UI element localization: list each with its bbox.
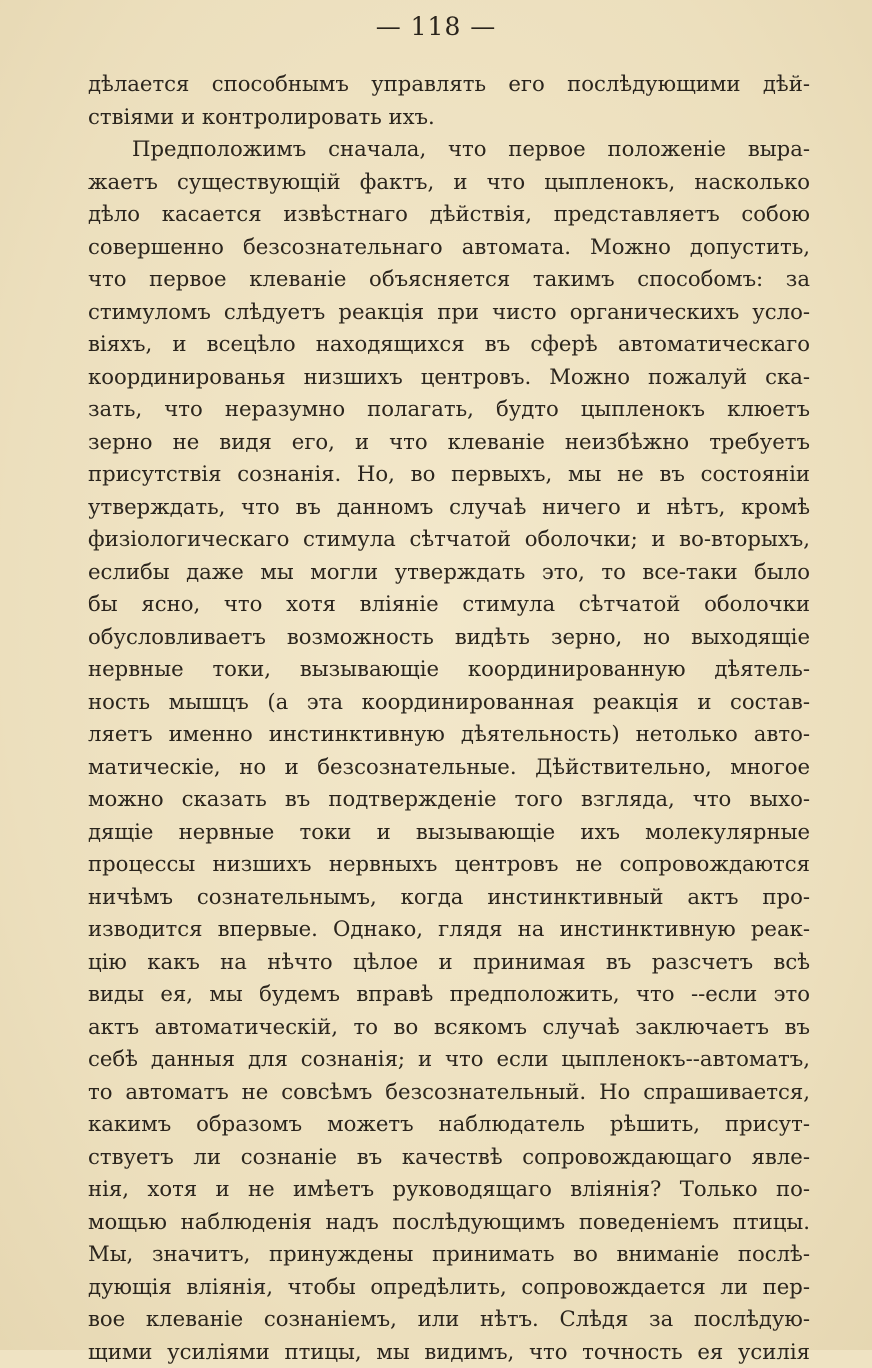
text-line: мощью наблюденія надъ послѣдующимъ поведеніемъ птицы. <box>88 1206 810 1239</box>
text-line: щими усиліями птицы, мы видимъ, что точность ея усилія <box>88 1336 810 1368</box>
text-line: можно сказать въ подтвержденіе того взгляда, что выхо- <box>88 783 810 816</box>
page-number: — 118 — <box>0 12 872 41</box>
text-line: физіологическаго стимула сѣтчатой оболочки; и во-вторыхъ, <box>88 523 810 556</box>
text-line: еслибы даже мы могли утверждать это, то все-таки было <box>88 556 810 589</box>
text-line: актъ автоматическій, то во всякомъ случаѣ заключаетъ въ <box>88 1011 810 1044</box>
text-line: ность мышцъ (а эта координированная реакція и состав- <box>88 686 810 719</box>
text-line: виды ея, мы будемъ вправѣ предположить, что --если это <box>88 978 810 1011</box>
text-line: ничѣмъ сознательнымъ, когда инстинктивный актъ про- <box>88 881 810 914</box>
text-line: нія, хотя и не имѣетъ руководящаго вліянія? Только по- <box>88 1173 810 1206</box>
text-line: то автоматъ не совсѣмъ безсознательный. Но спрашивается, <box>88 1076 810 1109</box>
text-line: совершенно безсознательнаго автомата. Можно допустить, <box>88 231 810 264</box>
text-line: координированья низшихъ центровъ. Можно пожалуй ска- <box>88 361 810 394</box>
text-line: цію какъ на нѣчто цѣлое и принимая въ разсчетъ всѣ <box>88 946 810 979</box>
text-line: матическіе, но и безсознательные. Дѣйствительно, многое <box>88 751 810 784</box>
text-line: нервные токи, вызывающіе координированную дѣятель- <box>88 653 810 686</box>
text-line: бы ясно, что хотя вліяніе стимула сѣтчатой оболочки <box>88 588 810 621</box>
text-line: себѣ данныя для сознанія; и что если цыпленокъ--автоматъ, <box>88 1043 810 1076</box>
text-line: присутствія сознанія. Но, во первыхъ, мы не въ состояніи <box>88 458 810 491</box>
text-line: ляетъ именно инстинктивную дѣятельность) нетолько авто- <box>88 718 810 751</box>
text-line: ствіями и контролировать ихъ. <box>88 101 810 134</box>
text-line: віяхъ, и всецѣло находящихся въ сферѣ автоматическаго <box>88 328 810 361</box>
text-line: дующія вліянія, чтобы опредѣлить, сопровождается ли пер- <box>88 1271 810 1304</box>
text-line: зать, что неразумно полагать, будто цыпленокъ клюетъ <box>88 393 810 426</box>
text-line: какимъ образомъ можетъ наблюдатель рѣшить, присут- <box>88 1108 810 1141</box>
text-line: процессы низшихъ нервныхъ центровъ не сопровождаются <box>88 848 810 881</box>
text-line: изводится впервые. Однако, глядя на инстинктивную реак- <box>88 913 810 946</box>
text-line: жаетъ существующій фактъ, и что цыпленокъ, насколько <box>88 166 810 199</box>
text-line: стимуломъ слѣдуетъ реакція при чисто органическихъ усло- <box>88 296 810 329</box>
text-line: дѣло касается извѣстнаго дѣйствія, представляетъ собою <box>88 198 810 231</box>
text-line: обусловливаетъ возможность видѣть зерно, но выходящіе <box>88 621 810 654</box>
text-line: Мы, значитъ, принуждены принимать во вниманіе послѣ- <box>88 1238 810 1271</box>
text-line: утверждать, что въ данномъ случаѣ ничего и нѣтъ, кромѣ <box>88 491 810 524</box>
text-line: ствуетъ ли сознаніе въ качествѣ сопровождающаго явле- <box>88 1141 810 1174</box>
text-line: зерно не видя его, и что клеваніе неизбѣжно требуетъ <box>88 426 810 459</box>
text-line: дѣлается способнымъ управлять его послѣдующими дѣй- <box>88 68 810 101</box>
text-line: дящіе нервные токи и вызывающіе ихъ молекулярные <box>88 816 810 849</box>
text-line: что первое клеваніе объясняется такимъ способомъ: за <box>88 263 810 296</box>
text-line: Предположимъ сначала, что первое положеніе выра- <box>88 133 810 166</box>
body-text <box>88 68 810 1368</box>
text-line: вое клеваніе сознаніемъ, или нѣтъ. Слѣдя за послѣдую- <box>88 1303 810 1336</box>
